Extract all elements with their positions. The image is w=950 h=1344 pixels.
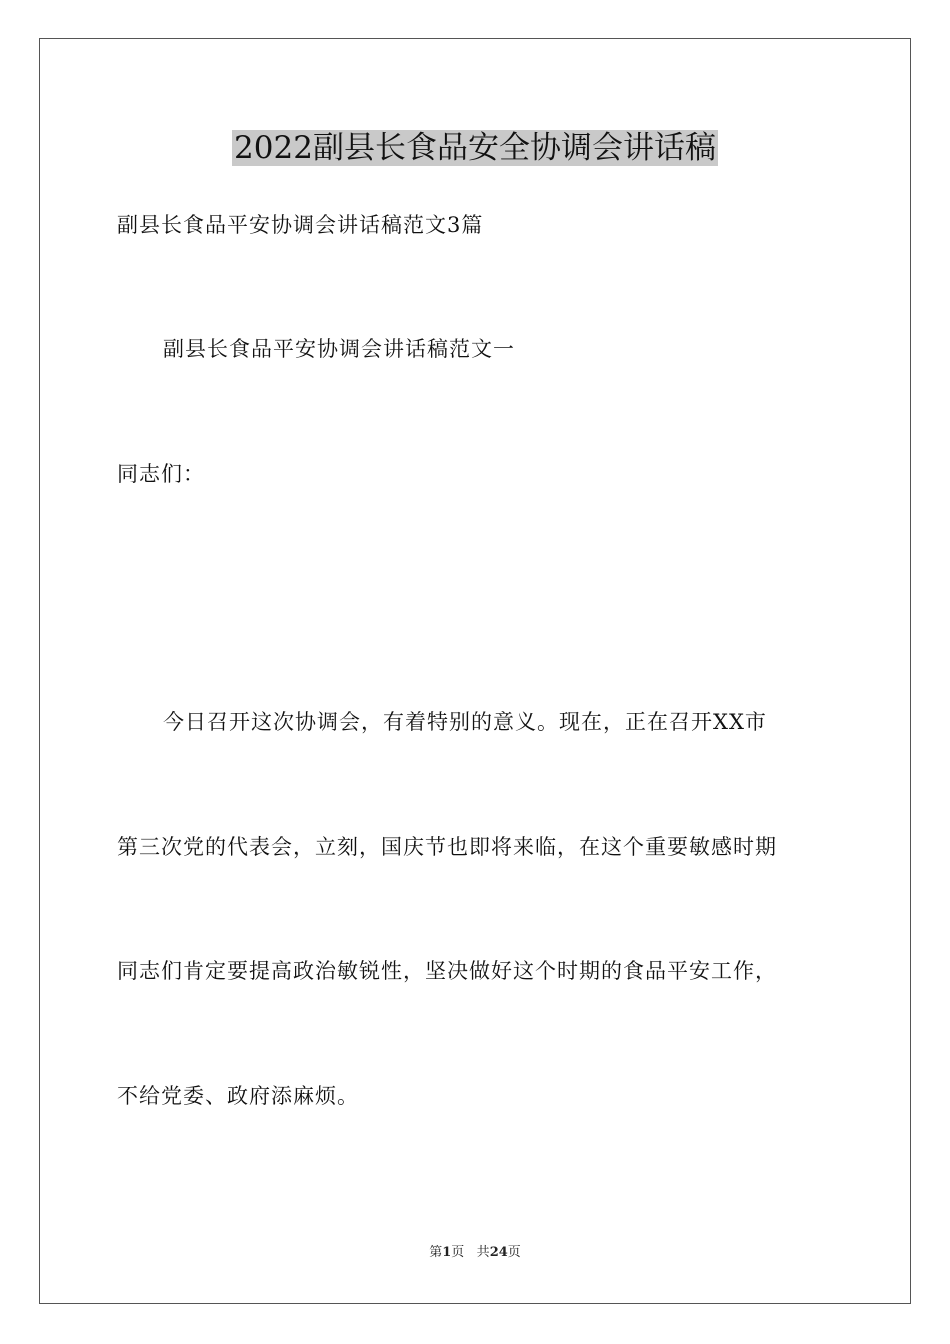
document-subtitle: 副县长食品平安协调会讲话稿范文3篇 xyxy=(117,213,484,237)
page-label-prefix: 第 xyxy=(429,1245,443,1260)
page-footer xyxy=(0,1244,950,1262)
body-line-4: 不给党委、政府添麻烦。 xyxy=(117,1084,359,1108)
page-label-suffix: 页 xyxy=(451,1245,465,1260)
total-label-prefix: 共 xyxy=(476,1245,490,1260)
total-pages: 24 xyxy=(489,1245,508,1260)
body-line-2: 第三次党的代表会，立刻，国庆节也即将来临，在这个重要敏感时期 xyxy=(117,835,777,859)
salutation: 同志们： xyxy=(117,462,205,486)
page-number: 1 xyxy=(442,1245,452,1260)
body-line-1: 今日召开这次协调会，有着特别的意义。现在，正在召开XX市 xyxy=(163,710,767,734)
document-title xyxy=(0,126,950,170)
total-label-suffix: 页 xyxy=(507,1245,521,1260)
body-line-3: 同志们肯定要提高政治敏锐性，坚决做好这个时期的食品平安工作， xyxy=(117,959,777,983)
section-heading: 副县长食品平安协调会讲话稿范文一 xyxy=(163,337,515,361)
document-title-text: 2022副县长食品安全协调会讲话稿 xyxy=(234,130,716,166)
